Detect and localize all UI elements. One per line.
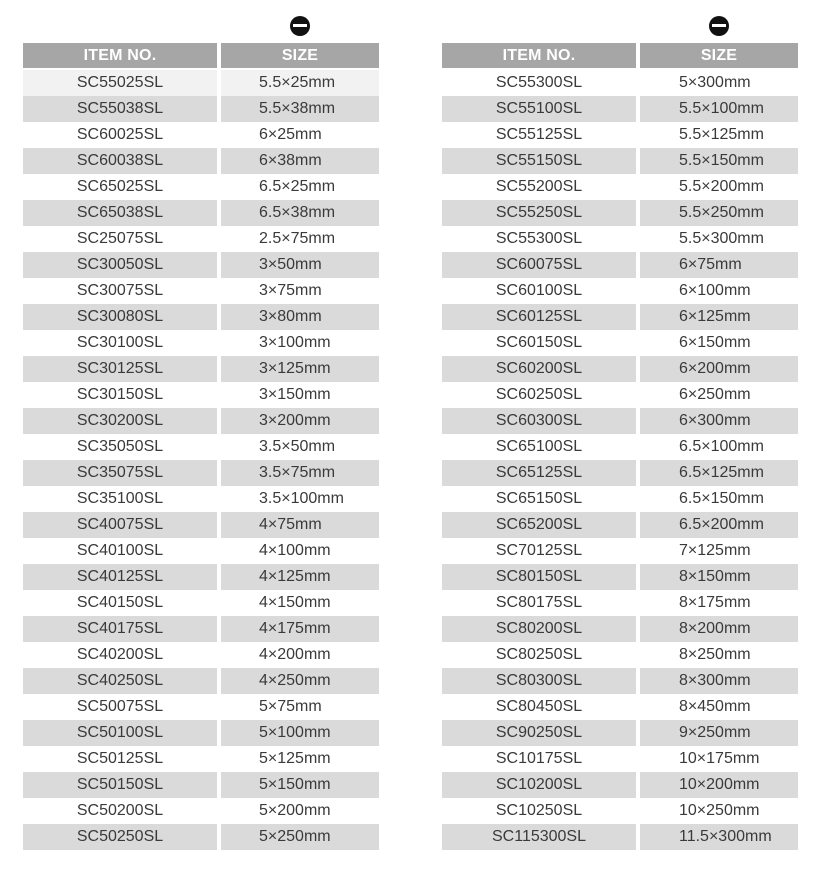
left-size-table-block xyxy=(23,16,379,850)
table-row xyxy=(23,460,379,486)
size-cell: 5.5×200mm xyxy=(638,174,798,200)
flat-slot-tip-icon xyxy=(709,16,729,36)
table-row xyxy=(442,408,798,434)
size-cell: 3×80mm xyxy=(219,304,379,330)
item-number-cell: SC80250SL xyxy=(442,642,638,668)
item-number-cell: SC50125SL xyxy=(23,746,219,772)
item-number-cell: SC80175SL xyxy=(442,590,638,616)
size-cell: 5.5×25mm xyxy=(219,69,379,96)
item-no-header: ITEM NO. xyxy=(442,43,638,69)
item-number-cell: SC65150SL xyxy=(442,486,638,512)
size-cell: 8×250mm xyxy=(638,642,798,668)
item-number-cell: SC55025SL xyxy=(23,69,219,96)
table-row xyxy=(23,694,379,720)
size-cell: 3×150mm xyxy=(219,382,379,408)
size-header: SIZE xyxy=(219,43,379,69)
size-cell: 8×450mm xyxy=(638,694,798,720)
size-cell: 5.5×125mm xyxy=(638,122,798,148)
size-cell: 6.5×125mm xyxy=(638,460,798,486)
table-row xyxy=(442,720,798,746)
item-number-cell: SC50200SL xyxy=(23,798,219,824)
size-cell: 6×250mm xyxy=(638,382,798,408)
size-cell: 10×200mm xyxy=(638,772,798,798)
size-cell: 5.5×250mm xyxy=(638,200,798,226)
table-row xyxy=(442,382,798,408)
item-number-cell: SC50100SL xyxy=(23,720,219,746)
size-cell: 4×200mm xyxy=(219,642,379,668)
table-row xyxy=(442,330,798,356)
table-row xyxy=(442,226,798,252)
item-number-cell: SC25075SL xyxy=(23,226,219,252)
item-number-cell: SC10175SL xyxy=(442,746,638,772)
item-number-cell: SC30050SL xyxy=(23,252,219,278)
table-row xyxy=(442,200,798,226)
size-cell: 8×200mm xyxy=(638,616,798,642)
size-cell: 6.5×100mm xyxy=(638,434,798,460)
item-number-cell: SC65038SL xyxy=(23,200,219,226)
size-cell: 9×250mm xyxy=(638,720,798,746)
table-row xyxy=(442,772,798,798)
flat-slot-tip-icon xyxy=(290,16,310,36)
size-cell: 4×125mm xyxy=(219,564,379,590)
table-row xyxy=(442,174,798,200)
size-cell: 5.5×100mm xyxy=(638,96,798,122)
item-number-cell: SC60150SL xyxy=(442,330,638,356)
size-cell: 5×300mm xyxy=(638,69,798,96)
table-row xyxy=(23,564,379,590)
item-number-cell: SC10200SL xyxy=(442,772,638,798)
size-cell: 4×175mm xyxy=(219,616,379,642)
table-row xyxy=(23,330,379,356)
item-number-cell: SC55100SL xyxy=(442,96,638,122)
size-cell: 3×200mm xyxy=(219,408,379,434)
size-cell: 5×75mm xyxy=(219,694,379,720)
size-cell: 5×100mm xyxy=(219,720,379,746)
size-cell: 6×200mm xyxy=(638,356,798,382)
size-cell: 6×150mm xyxy=(638,330,798,356)
size-cell: 10×175mm xyxy=(638,746,798,772)
table-row xyxy=(23,486,379,512)
item-number-cell: SC35050SL xyxy=(23,434,219,460)
item-number-cell: SC30200SL xyxy=(23,408,219,434)
item-number-cell: SC40150SL xyxy=(23,590,219,616)
table-row xyxy=(442,798,798,824)
size-cell: 5.5×38mm xyxy=(219,96,379,122)
item-number-cell: SC60125SL xyxy=(442,304,638,330)
table-row xyxy=(23,226,379,252)
item-number-cell: SC55300SL xyxy=(442,226,638,252)
table-row xyxy=(23,642,379,668)
table-row xyxy=(442,616,798,642)
size-cell: 5×250mm xyxy=(219,824,379,850)
size-header: SIZE xyxy=(638,43,798,69)
table-row xyxy=(23,616,379,642)
table-row xyxy=(442,304,798,330)
left-table-body xyxy=(23,69,379,850)
table-row xyxy=(442,252,798,278)
size-cell: 3×50mm xyxy=(219,252,379,278)
item-number-cell: SC30125SL xyxy=(23,356,219,382)
table-row xyxy=(442,668,798,694)
right-size-table-block xyxy=(442,16,798,850)
size-cell: 6.5×38mm xyxy=(219,200,379,226)
table-row xyxy=(23,304,379,330)
size-cell: 5.5×300mm xyxy=(638,226,798,252)
table-row xyxy=(23,69,379,96)
table-row xyxy=(442,486,798,512)
item-number-cell: SC115300SL xyxy=(442,824,638,850)
table-row xyxy=(23,148,379,174)
item-number-cell: SC55125SL xyxy=(442,122,638,148)
item-number-cell: SC60075SL xyxy=(442,252,638,278)
size-cell: 10×250mm xyxy=(638,798,798,824)
item-number-cell: SC80300SL xyxy=(442,668,638,694)
item-number-cell: SC30100SL xyxy=(23,330,219,356)
table-row xyxy=(23,408,379,434)
item-number-cell: SC55300SL xyxy=(442,69,638,96)
size-cell: 6×100mm xyxy=(638,278,798,304)
left-size-table xyxy=(23,43,379,850)
table-row xyxy=(442,356,798,382)
size-cell: 6.5×25mm xyxy=(219,174,379,200)
item-number-cell: SC50075SL xyxy=(23,694,219,720)
table-row xyxy=(442,824,798,850)
table-row xyxy=(442,96,798,122)
size-cell: 6×125mm xyxy=(638,304,798,330)
table-row xyxy=(23,356,379,382)
size-cell: 5×125mm xyxy=(219,746,379,772)
size-cell: 4×100mm xyxy=(219,538,379,564)
size-cell: 3×100mm xyxy=(219,330,379,356)
item-number-cell: SC55038SL xyxy=(23,96,219,122)
item-number-cell: SC35100SL xyxy=(23,486,219,512)
item-number-cell: SC30150SL xyxy=(23,382,219,408)
size-cell: 11.5×300mm xyxy=(638,824,798,850)
table-row xyxy=(23,122,379,148)
item-number-cell: SC40175SL xyxy=(23,616,219,642)
table-row xyxy=(23,798,379,824)
item-number-cell: SC65025SL xyxy=(23,174,219,200)
right-icon-row xyxy=(442,16,798,43)
table-row xyxy=(442,746,798,772)
right-size-table xyxy=(442,43,798,850)
item-number-cell: SC80200SL xyxy=(442,616,638,642)
item-number-cell: SC60250SL xyxy=(442,382,638,408)
size-cell: 8×175mm xyxy=(638,590,798,616)
table-row xyxy=(442,122,798,148)
table-row xyxy=(442,694,798,720)
table-row xyxy=(23,252,379,278)
table-row xyxy=(23,200,379,226)
item-number-cell: SC55250SL xyxy=(442,200,638,226)
item-number-cell: SC30075SL xyxy=(23,278,219,304)
item-number-cell: SC40200SL xyxy=(23,642,219,668)
item-number-cell: SC55200SL xyxy=(442,174,638,200)
size-cell: 4×250mm xyxy=(219,668,379,694)
item-number-cell: SC60300SL xyxy=(442,408,638,434)
size-cell: 3.5×100mm xyxy=(219,486,379,512)
left-header-row xyxy=(23,43,379,69)
size-cell: 5.5×150mm xyxy=(638,148,798,174)
table-row xyxy=(442,434,798,460)
size-cell: 6.5×150mm xyxy=(638,486,798,512)
table-row xyxy=(23,720,379,746)
table-row xyxy=(23,434,379,460)
item-no-header: ITEM NO. xyxy=(23,43,219,69)
table-row xyxy=(23,590,379,616)
table-row xyxy=(442,278,798,304)
size-cell: 4×150mm xyxy=(219,590,379,616)
item-number-cell: SC90250SL xyxy=(442,720,638,746)
size-cell: 8×150mm xyxy=(638,564,798,590)
item-number-cell: SC60038SL xyxy=(23,148,219,174)
size-cell: 2.5×75mm xyxy=(219,226,379,252)
size-cell: 6×25mm xyxy=(219,122,379,148)
table-row xyxy=(442,642,798,668)
table-row xyxy=(23,382,379,408)
item-number-cell: SC70125SL xyxy=(442,538,638,564)
left-icon-row xyxy=(23,16,379,43)
item-number-cell: SC40250SL xyxy=(23,668,219,694)
table-row xyxy=(23,512,379,538)
table-row xyxy=(442,69,798,96)
size-cell: 4×75mm xyxy=(219,512,379,538)
item-number-cell: SC35075SL xyxy=(23,460,219,486)
size-cell: 6×300mm xyxy=(638,408,798,434)
item-number-cell: SC60025SL xyxy=(23,122,219,148)
size-cell: 3.5×75mm xyxy=(219,460,379,486)
table-row xyxy=(442,148,798,174)
table-row xyxy=(23,538,379,564)
size-cell: 6×75mm xyxy=(638,252,798,278)
size-cell: 3×75mm xyxy=(219,278,379,304)
size-cell: 3.5×50mm xyxy=(219,434,379,460)
item-number-cell: SC65100SL xyxy=(442,434,638,460)
item-number-cell: SC55150SL xyxy=(442,148,638,174)
size-cell: 3×125mm xyxy=(219,356,379,382)
size-cell: 6×38mm xyxy=(219,148,379,174)
item-number-cell: SC10250SL xyxy=(442,798,638,824)
size-cell: 6.5×200mm xyxy=(638,512,798,538)
table-row xyxy=(23,668,379,694)
item-number-cell: SC80450SL xyxy=(442,694,638,720)
size-cell: 5×150mm xyxy=(219,772,379,798)
item-number-cell: SC65125SL xyxy=(442,460,638,486)
table-row xyxy=(23,824,379,850)
item-number-cell: SC40100SL xyxy=(23,538,219,564)
table-row xyxy=(442,512,798,538)
table-row xyxy=(23,746,379,772)
item-number-cell: SC65200SL xyxy=(442,512,638,538)
right-header-row xyxy=(442,43,798,69)
table-row xyxy=(442,564,798,590)
item-number-cell: SC60200SL xyxy=(442,356,638,382)
right-table-body xyxy=(442,69,798,850)
table-row xyxy=(23,772,379,798)
table-row xyxy=(442,590,798,616)
item-number-cell: SC40075SL xyxy=(23,512,219,538)
size-cell: 5×200mm xyxy=(219,798,379,824)
item-number-cell: SC50250SL xyxy=(23,824,219,850)
size-cell: 8×300mm xyxy=(638,668,798,694)
table-row xyxy=(442,538,798,564)
item-number-cell: SC40125SL xyxy=(23,564,219,590)
table-row xyxy=(442,460,798,486)
table-row xyxy=(23,96,379,122)
size-cell: 7×125mm xyxy=(638,538,798,564)
table-row xyxy=(23,174,379,200)
item-number-cell: SC50150SL xyxy=(23,772,219,798)
item-number-cell: SC80150SL xyxy=(442,564,638,590)
item-number-cell: SC30080SL xyxy=(23,304,219,330)
table-row xyxy=(23,278,379,304)
item-number-cell: SC60100SL xyxy=(442,278,638,304)
